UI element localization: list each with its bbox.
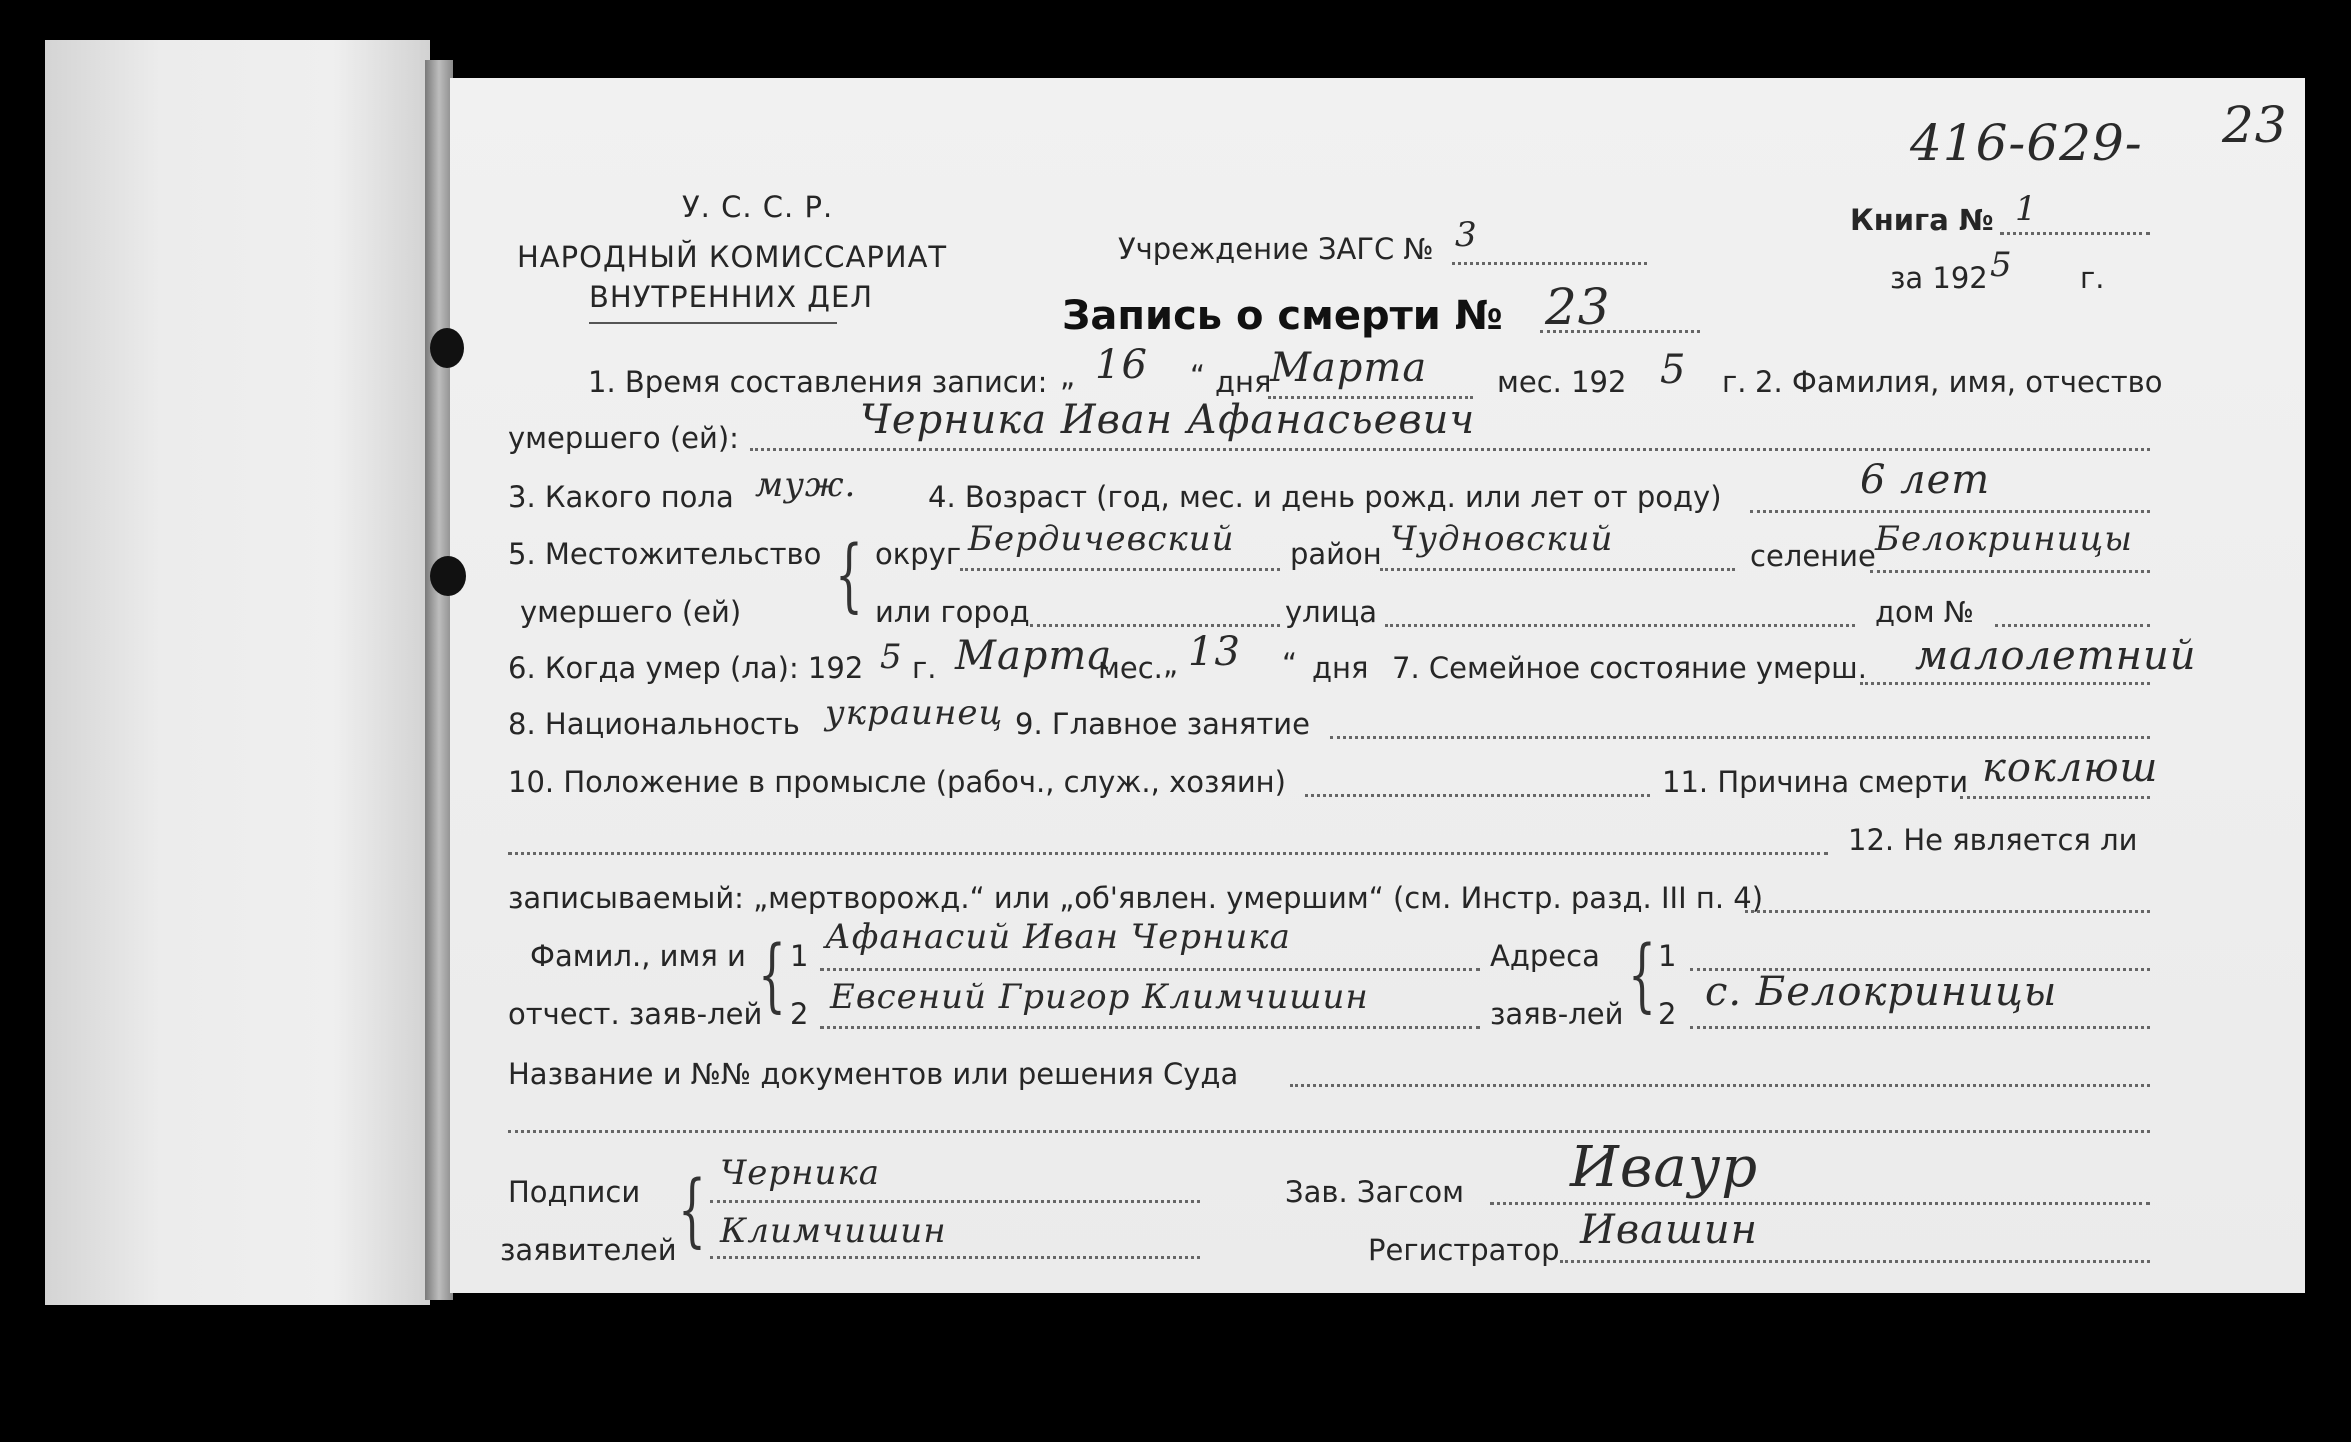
year-label: за 192 — [1890, 261, 1988, 295]
signatures-label: Подписи — [508, 1175, 641, 1209]
marital-status: малолетний — [1915, 633, 2197, 679]
applicants-label-line2: отчест. заяв-лей — [508, 997, 763, 1031]
death-quote-open: „ — [1163, 647, 1179, 681]
field-10-label: 10. Положение в промысле (рабоч., служ., хозяин) — [508, 765, 1286, 799]
field-12-line — [1745, 910, 2150, 913]
registrar-signature: Ивашин — [1580, 1207, 1759, 1253]
field-1-label: 1. Время составления записи: — [588, 365, 1048, 399]
field-1-year-suffix: г. — [1722, 365, 1747, 399]
field-2-label-line2: умершего (ей): — [508, 421, 739, 455]
field-5-label: 5. Местожительство — [508, 537, 822, 571]
documents-label: Название и №№ документов или решения Суда — [508, 1057, 1239, 1091]
house-line — [1995, 624, 2150, 627]
record-number-line — [1540, 330, 1700, 333]
applicant-1-line — [820, 968, 1480, 971]
binding-hole-middle — [430, 556, 466, 596]
occupation-line — [1330, 736, 2150, 739]
year-suffix: г. — [2080, 261, 2105, 295]
field-9-label: 9. Главное занятие — [1015, 707, 1310, 741]
marital-line — [1860, 682, 2150, 685]
field-1-quote-close: “ — [1190, 359, 1206, 393]
field-12-label-line2: записываемый: „мертворожд.“ или „об'явлен. умершим“ (см. Инстр. разд. III п. 4) — [508, 881, 1764, 915]
field-1-quote-open: „ — [1060, 359, 1076, 393]
book-line — [2000, 232, 2150, 235]
addresses-label-line2: заяв-лей — [1490, 997, 1624, 1031]
signature-1-line — [710, 1200, 1200, 1203]
house-label: дом № — [1875, 595, 1975, 629]
institution-line — [1452, 262, 1647, 265]
cause-of-death: коклюш — [1982, 745, 2159, 791]
institution-number: 3 — [1455, 215, 1478, 255]
street-line — [1385, 624, 1855, 627]
address-1-no: 1 — [1658, 939, 1677, 973]
applicants-label: Фамил., имя и — [530, 939, 746, 973]
header-ministry-line2: ВНУТРЕННИХ ДЕЛ — [589, 280, 874, 314]
addresses-brace: { — [1628, 928, 1656, 1021]
rayon-label: район — [1290, 537, 1382, 571]
rayon-value: Чудновский — [1390, 519, 1614, 559]
left-page — [45, 40, 430, 1305]
header-rule — [589, 322, 837, 324]
applicant-1-name: Афанасий Иван Черника — [825, 917, 1291, 957]
field-12-label: 12. Не является ли — [1848, 823, 2138, 857]
okrug-line — [960, 568, 1280, 571]
street-label: улица — [1285, 595, 1378, 629]
book-spine — [425, 60, 453, 1300]
applicant-2-name: Евсений Григор Климчишин — [830, 977, 1369, 1017]
year-digit: 5 — [1990, 245, 2013, 285]
residence-brace: { — [835, 528, 863, 621]
deceased-name: Черника Иван Афанасьевич — [860, 397, 1476, 443]
applicants-brace: { — [758, 928, 786, 1021]
signature-2-line — [710, 1256, 1200, 1259]
okrug-value: Бердичевский — [968, 519, 1235, 559]
city-line — [1030, 624, 1280, 627]
page-number: 23 — [2222, 96, 2288, 154]
signatures-brace: { — [678, 1163, 706, 1256]
binding-hole-top — [430, 328, 464, 368]
field-7-label: 7. Семейное состояние умерш. — [1392, 651, 1867, 685]
position-line — [1305, 794, 1650, 797]
death-year-digit: 5 — [880, 637, 903, 677]
field-4-label: 4. Возраст (год, мес. и день рожд. или лет от роду) — [928, 480, 1722, 514]
selenie-label: селение — [1750, 539, 1876, 573]
registrar-line — [1560, 1260, 2150, 1263]
deceased-name-line — [750, 448, 2150, 451]
field-1-day-word: дня — [1215, 365, 1272, 399]
field-1-month-word: мес. 192 — [1497, 365, 1627, 399]
applicant-signature-2: Климчишин — [720, 1211, 947, 1251]
documents-line-2 — [508, 1130, 2150, 1133]
sex-value: муж. — [755, 465, 857, 505]
selenie-line — [1870, 570, 2150, 573]
death-year-g: г. — [912, 651, 937, 685]
death-day-word: дня — [1312, 651, 1369, 685]
registrar-label: Регистратор — [1368, 1233, 1560, 1267]
field-1-month: Марта — [1270, 345, 1428, 391]
okrug-label: округ — [875, 537, 962, 571]
address-2-line — [1690, 1026, 2150, 1029]
field-3-label: 3. Какого пола — [508, 480, 734, 514]
book-number: 1 — [2015, 189, 2038, 229]
book-label: Книга № — [1850, 203, 1994, 237]
death-day: 13 — [1188, 629, 1241, 675]
address-2-no: 2 — [1658, 997, 1677, 1031]
signatures-label-line2: заявителей — [500, 1233, 677, 1267]
death-month: Марта — [955, 633, 1113, 679]
head-of-registry-label: Зав. Загсом — [1285, 1175, 1465, 1209]
address-value: с. Белокриницы — [1705, 969, 2058, 1015]
applicant-signature-1: Черника — [720, 1153, 881, 1193]
documents-line — [1290, 1084, 2150, 1087]
header-ministry-line1: НАРОДНЫЙ КОМИССАРИАТ — [517, 240, 948, 274]
field-5-label-line2: умершего (ей) — [520, 595, 742, 629]
field-1-year-digit: 5 — [1660, 347, 1687, 393]
city-label: или город — [875, 595, 1030, 629]
header-republic: У. С. С. Р. — [682, 190, 834, 224]
field-1-day: 16 — [1095, 342, 1148, 388]
cause-line — [1960, 796, 2150, 799]
head-signature-line — [1490, 1202, 2150, 1205]
field-8-label: 8. Национальность — [508, 707, 800, 741]
selenie-value: Белокриницы — [1875, 519, 2133, 559]
age-line — [1750, 510, 2150, 513]
age-value: 6 лет — [1860, 457, 1991, 503]
applicant-2-line — [820, 1026, 1480, 1029]
record-number: 23 — [1545, 278, 1611, 336]
applicant-1-no: 1 — [790, 939, 809, 973]
archive-reference: 416-629- — [1910, 114, 2143, 172]
death-month-word: мес. — [1098, 651, 1163, 685]
record-title: Запись о смерти № — [1062, 293, 1503, 339]
continuation-line — [508, 852, 1828, 855]
nationality-value: украинец — [825, 693, 1004, 733]
death-quote-close: “ — [1282, 647, 1298, 681]
rayon-line — [1380, 568, 1735, 571]
institution-label: Учреждение ЗАГС № — [1118, 232, 1434, 266]
field-2-label: 2. Фамилия, имя, отчество — [1755, 365, 2163, 399]
applicant-2-no: 2 — [790, 997, 809, 1031]
addresses-label: Адреса — [1490, 939, 1600, 973]
field-6-label: 6. Когда умер (ла): 192 — [508, 651, 864, 685]
head-of-registry-signature: Иваур — [1570, 1135, 1759, 1200]
field-11-label: 11. Причина смерти — [1662, 765, 1969, 799]
